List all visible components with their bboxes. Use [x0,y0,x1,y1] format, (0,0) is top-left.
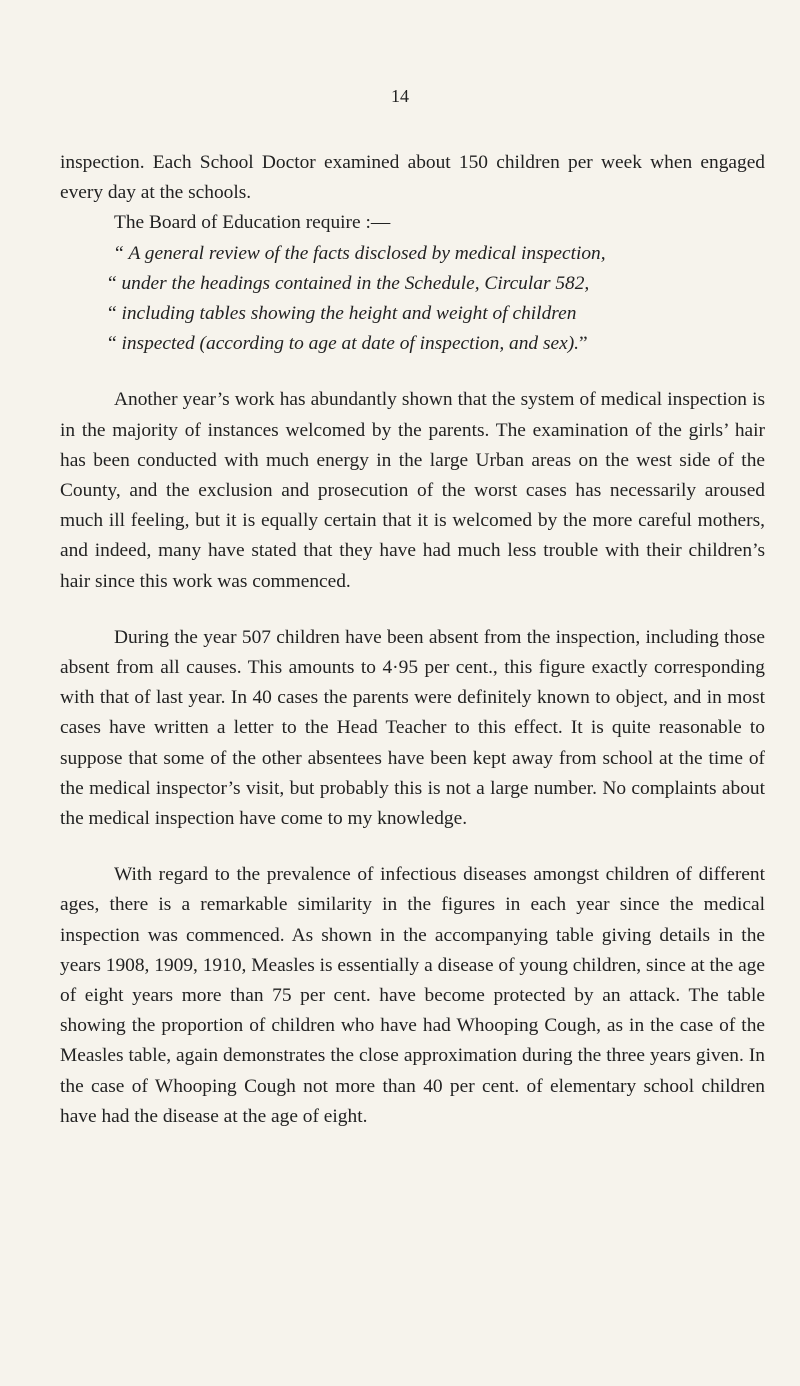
quotation-block [60,239,765,360]
quote-line-2: “ under the headings contained in the Schedule, Circular 582, [108,272,590,294]
quote-line-4: “ inspected (according to age at date of inspection, and sex).” [108,333,588,355]
document-body [60,148,765,1132]
quote-line-3: “ including tables showing the height and weight of children [108,303,577,325]
paragraph-infectious-diseases: With regard to the prevalence of infectious diseases amongst children of different ages, there is a remarkable similarity in the figures in each year since the medical inspection was commenced. As shown in the accompanying table giving details in the years 1908, 1909, 1910, Measles is essentially a disease of young children, since at the age of eight years more than 75 per cent. have become protected by an attack. The table showing the proportion of children who have had Whooping Cough, as in the case of the Measles table, again demonstrates the close approximation during the three years given. In the case of Whooping Cough not more than 40 per cent. of elementary school children have had the disease at the age of eight. [60,864,765,1127]
paragraph-board-require: The Board of Education require :— [114,212,391,234]
paragraph-absentees: During the year 507 children have been absent from the inspection, including those absent from all causes. This amounts to 4·95 per cent., this figure exactly corresponding with that of last year. In 40 cases the parents were definitely known to object, and in most cases have written a letter to the Head Teacher to this effect. It is quite reasonable to suppose that some of the other absentees have been kept away from school at the time of the medical inspector’s visit, but probably this is not a large number. No complaints about the medical inspection have come to my knowledge. [60,626,765,830]
page-number: 14 [391,86,409,106]
quote-line-1: “ A general review of the facts disclosed by medical inspection, [115,242,606,264]
paragraph-another-year: Another year’s work has abundantly shown that the system of medical inspection is in the majority of instances welcomed by the parents. The examination of the girls’ hair has been conducted with much energy in the large Urban areas on the west side of the County, and the exclusion and prosecution of the worst cases has necessarily aroused much ill feeling, but it is equally certain that it is welcomed by the more careful mothers, and indeed, many have stated that they have had much less trouble with their children’s hair since this work was commenced. [60,389,765,592]
paragraph-inspection-continued: inspection. Each School Doctor examined about 150 children per week when engaged every day at the schools. [60,152,765,204]
